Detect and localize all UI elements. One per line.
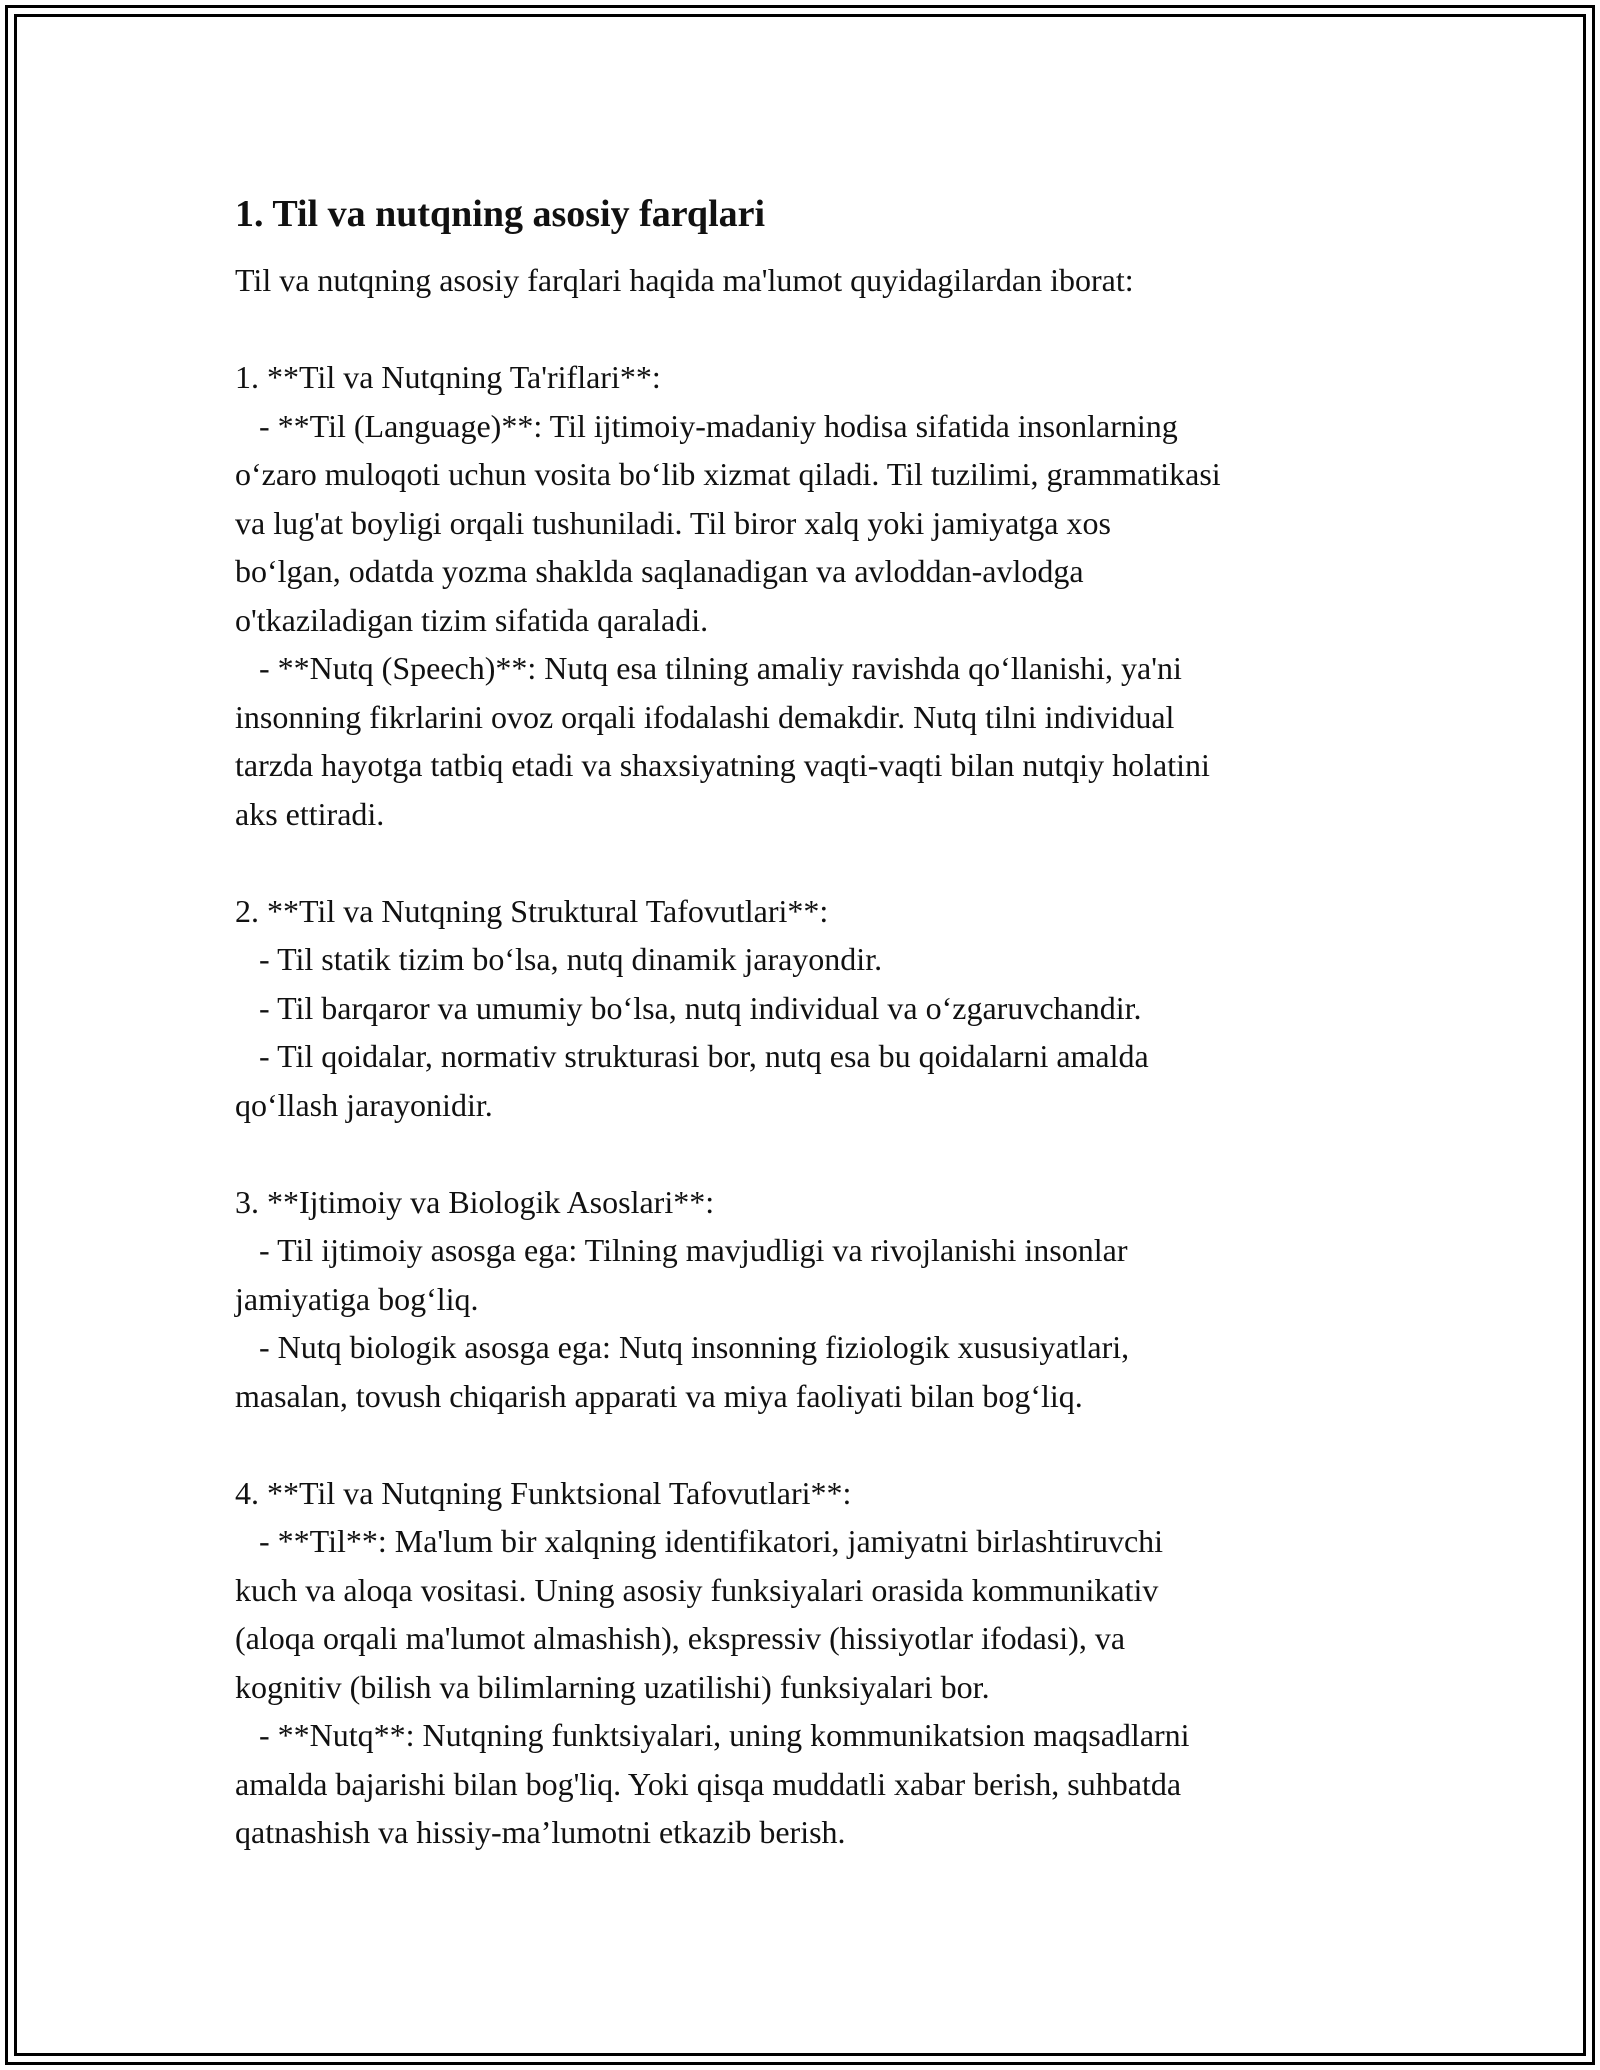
document-title: 1. Til va nutqning asosiy farqlari <box>235 193 766 235</box>
document-body: 1. **Til va Nutqning Ta'riflari**: - **Til (Language)**: Til ijtimoiy-madaniy hodisa sifatida insonlarning o‘zaro muloqoti uchun vosita bo‘lib xizmat qiladi. Til tuzilimi, grammatikasi va lug'at boyligi orqali tushuniladi. Til biror xalq yoki jamiyatga xos bo‘lgan, odatda yozma shaklda saqlanadigan va avloddan-avlodga o'tkaziladigan tizim sifatida qaraladi. - **Nutq (Speech)**: Nutq esa tilning amaliy ravishda qo‘llanishi, ya'ni insonning fikrlarini ovoz orqali ifodalashi demakdir. Nutq tilni individual tarzda hayotga tatbiq etadi va shaxsiyatning vaqti-vaqti bilan nutqiy holatini aks ettiradi. 2. **Til va Nutqning Struktural Tafovutlari**: - Til statik tizim bo‘lsa, nutq dinamik jarayondir. - Til barqaror va umumiy bo‘lsa, nutq individual va o‘zgaruvchandir. - Til qoidalar, normativ strukturasi bor, nutq esa bu qoidalarni amalda qo‘llash jarayonidir. 3. **Ijtimoiy va Biologik Asoslari**: - Til ijtimoiy asosga ega: Tilning mavjudligi va rivojlanishi insonlar jamiyatiga bog‘liq. - Nutq biologik asosga ega: Nutq insonning fiziologik xususiyatlari, masalan, tovush chiqarish apparati va miya faoliyati bilan bog‘liq. 4. **Til va Nutqning Funktsional Tafovutlari**: - **Til**: Ma'lum bir xalqning identifikatori, jamiyatni birlashtiruvchi kuch va aloqa vositasi. Uning asosiy funksiyalari orasida kommunikativ (aloqa orqali ma'lumot almashish), ekspressiv (hissiyotlar ifodasi), va kognitiv (bilish va bilimlarning uzatilishi) funksiyalari bor. - **Nutq**: Nutqning funktsiyalari, uning kommunikatsion maqsadlarni amalda bajarishi bilan bog'liq. Yoki qisqa muddatli xabar berish, suhbatda qatnashish va hissiy-ma’lumotni etkazib berish. <box>235 359 1221 1850</box>
document-content <box>235 180 1405 1857</box>
intro-paragraph: Til va nutqning asosiy farqlari haqida ma'lumot quyidagilardan iborat: <box>235 262 1134 298</box>
